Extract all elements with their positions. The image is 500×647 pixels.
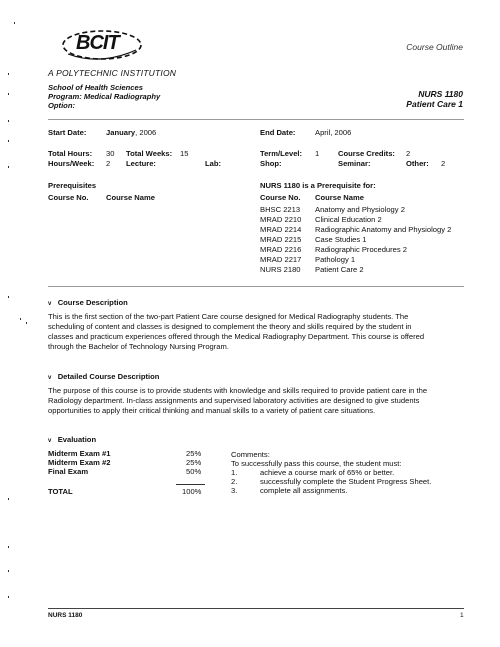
course-code: NURS 1180: [418, 89, 463, 99]
detailed-description-body: [48, 386, 427, 416]
scan-speck: [20, 318, 21, 320]
divider: [48, 119, 464, 120]
paragraph-line: Radiology department. In-class assignments and supervised laboratory activities are designed to give students: [48, 396, 420, 405]
comment-text: successfully complete the Student Progress Sheet.: [260, 477, 432, 486]
logo-text: BCIT: [76, 32, 119, 54]
comments-intro: To successfully pass this course, the student must:: [231, 459, 402, 468]
course-no: MRAD 2214: [260, 225, 302, 234]
term-value: 1: [315, 149, 320, 158]
course-name: Clinical Education 2: [315, 215, 382, 224]
total-pct: 100%: [182, 487, 202, 496]
paragraph-line: through the Bachelor of Technology Nursing Program.: [48, 342, 229, 351]
list-item: [260, 205, 451, 215]
scan-speck: [8, 166, 9, 168]
scan-speck: [8, 498, 9, 500]
doc-type: Course Outline: [406, 42, 463, 52]
course-name: Radiographic Procedures 2: [315, 245, 408, 254]
other-label: Other:: [406, 159, 429, 168]
scan-speck: [8, 73, 9, 75]
scan-speck: [26, 322, 27, 324]
course-name: Pathology 1: [315, 255, 356, 264]
list-item: [260, 235, 451, 245]
scan-speck: [8, 296, 9, 298]
list-item: [260, 245, 451, 255]
list-item: [260, 265, 451, 275]
course-no: NURS 2180: [260, 265, 301, 274]
paragraph-line: classes and practicum experiences offered through the Medical Radiography Department. This course is offered: [48, 332, 425, 341]
footer-code: NURS 1180: [48, 612, 83, 619]
page-number: 1: [460, 612, 464, 619]
list-item: [260, 255, 451, 265]
bullet-icon: v: [48, 375, 52, 381]
end-date-value: April, 2006: [315, 128, 352, 137]
is-prereq-col-no: Course No.: [260, 193, 301, 202]
scan-speck: [8, 140, 9, 142]
list-item: [260, 225, 451, 235]
comment-num: 2.: [231, 477, 238, 486]
start-year: , 2006: [135, 128, 157, 137]
eval-item-name: Midterm Exam #1: [48, 449, 111, 458]
total-rule: [176, 484, 205, 485]
comment-text: achieve a course mark of 65% or better.: [260, 468, 395, 477]
scan-speck: [8, 570, 9, 572]
detailed-description-heading: [48, 372, 159, 383]
list-item: [260, 215, 451, 225]
scan-speck: [14, 22, 15, 24]
hours-week: 2: [106, 159, 111, 168]
eval-item-pct: 25%: [186, 458, 202, 467]
paragraph-line: opportunities to apply their critical thinking and manual skills to a variety of patient care situations.: [48, 406, 376, 415]
lab-label: Lab:: [205, 159, 222, 168]
scan-speck: [8, 93, 9, 95]
bullet-icon: v: [48, 301, 52, 307]
eval-item-name: Final Exam: [48, 467, 89, 476]
total-hours-label: Total Hours:: [48, 149, 93, 158]
program: Program: Medical Radiography: [48, 92, 161, 101]
credits-label: Course Credits:: [338, 149, 395, 158]
course-name: Case Studies 1: [315, 235, 367, 244]
end-date-label: End Date:: [260, 128, 296, 137]
course-description-body: [48, 312, 424, 352]
prereq-title: Prerequisites: [48, 181, 97, 190]
evaluation-title: Evaluation: [57, 435, 97, 444]
other-value: 2: [441, 159, 446, 168]
scan-speck: [8, 120, 9, 122]
bullet-icon: v: [48, 438, 52, 444]
paragraph-line: This is the first section of the two-part Patient Care course designed for Medical Radiography students. The: [48, 312, 409, 321]
course-description-title: Course Description: [57, 298, 128, 307]
total-weeks-label: Total Weeks:: [126, 149, 173, 158]
credits-value: 2: [406, 149, 411, 158]
tagline: A POLYTECHNIC INSTITUTION: [48, 68, 177, 78]
seminar-label: Seminar:: [338, 159, 371, 168]
course-name: Patient Care 2: [315, 265, 364, 274]
course-description-heading: [48, 298, 128, 309]
total-hours: 30: [106, 149, 115, 158]
start-date-label: Start Date:: [48, 128, 87, 137]
evaluation-heading: [48, 435, 96, 446]
course-name: Radiographic Anatomy and Physiology 2: [315, 225, 452, 234]
is-prereq-title: NURS 1180 is a Prerequisite for:: [260, 181, 376, 190]
comment-num: 3.: [231, 486, 238, 495]
eval-item-pct: 50%: [186, 467, 202, 476]
start-month: January: [106, 128, 136, 137]
course-title: Patient Care 1: [406, 99, 463, 109]
prereq-list: [260, 205, 451, 275]
lecture-label: Lecture:: [126, 159, 156, 168]
prereq-col-no: Course No.: [48, 193, 89, 202]
is-prereq-col-name: Course Name: [315, 193, 364, 202]
course-name: Anatomy and Physiology 2: [315, 205, 405, 214]
prereq-col-name: Course Name: [106, 193, 155, 202]
eval-item-pct: 25%: [186, 449, 202, 458]
scan-speck: [8, 596, 9, 598]
comment-num: 1.: [231, 468, 238, 477]
paragraph-line: The purpose of this course is to provide students with knowledge and skills required to provide patient care in the: [48, 386, 428, 395]
course-no: MRAD 2210: [260, 215, 302, 224]
hours-week-label: Hours/Week:: [48, 159, 95, 168]
footer-divider: [48, 608, 464, 609]
total-label: TOTAL: [48, 487, 73, 496]
course-no: MRAD 2216: [260, 245, 302, 254]
comments-title: Comments:: [231, 450, 270, 459]
eval-item-name: Midterm Exam #2: [48, 458, 111, 467]
course-no: MRAD 2217: [260, 255, 302, 264]
option: Option:: [48, 101, 75, 110]
comment-text: complete all assignments.: [260, 486, 348, 495]
detailed-description-title: Detailed Course Description: [57, 372, 160, 381]
start-date-value: [106, 128, 156, 138]
bcit-logo: [60, 26, 144, 64]
course-no: BHSC 2213: [260, 205, 301, 214]
shop-label: Shop:: [260, 159, 282, 168]
paragraph-line: scheduling of content and classes is designed to complement the theory and skills required by the student in: [48, 322, 412, 331]
term-label: Term/Level:: [260, 149, 303, 158]
divider: [48, 286, 464, 287]
course-no: MRAD 2215: [260, 235, 302, 244]
total-weeks: 15: [180, 149, 189, 158]
school: School of Health Sciences: [48, 83, 143, 92]
scan-speck: [8, 546, 9, 548]
